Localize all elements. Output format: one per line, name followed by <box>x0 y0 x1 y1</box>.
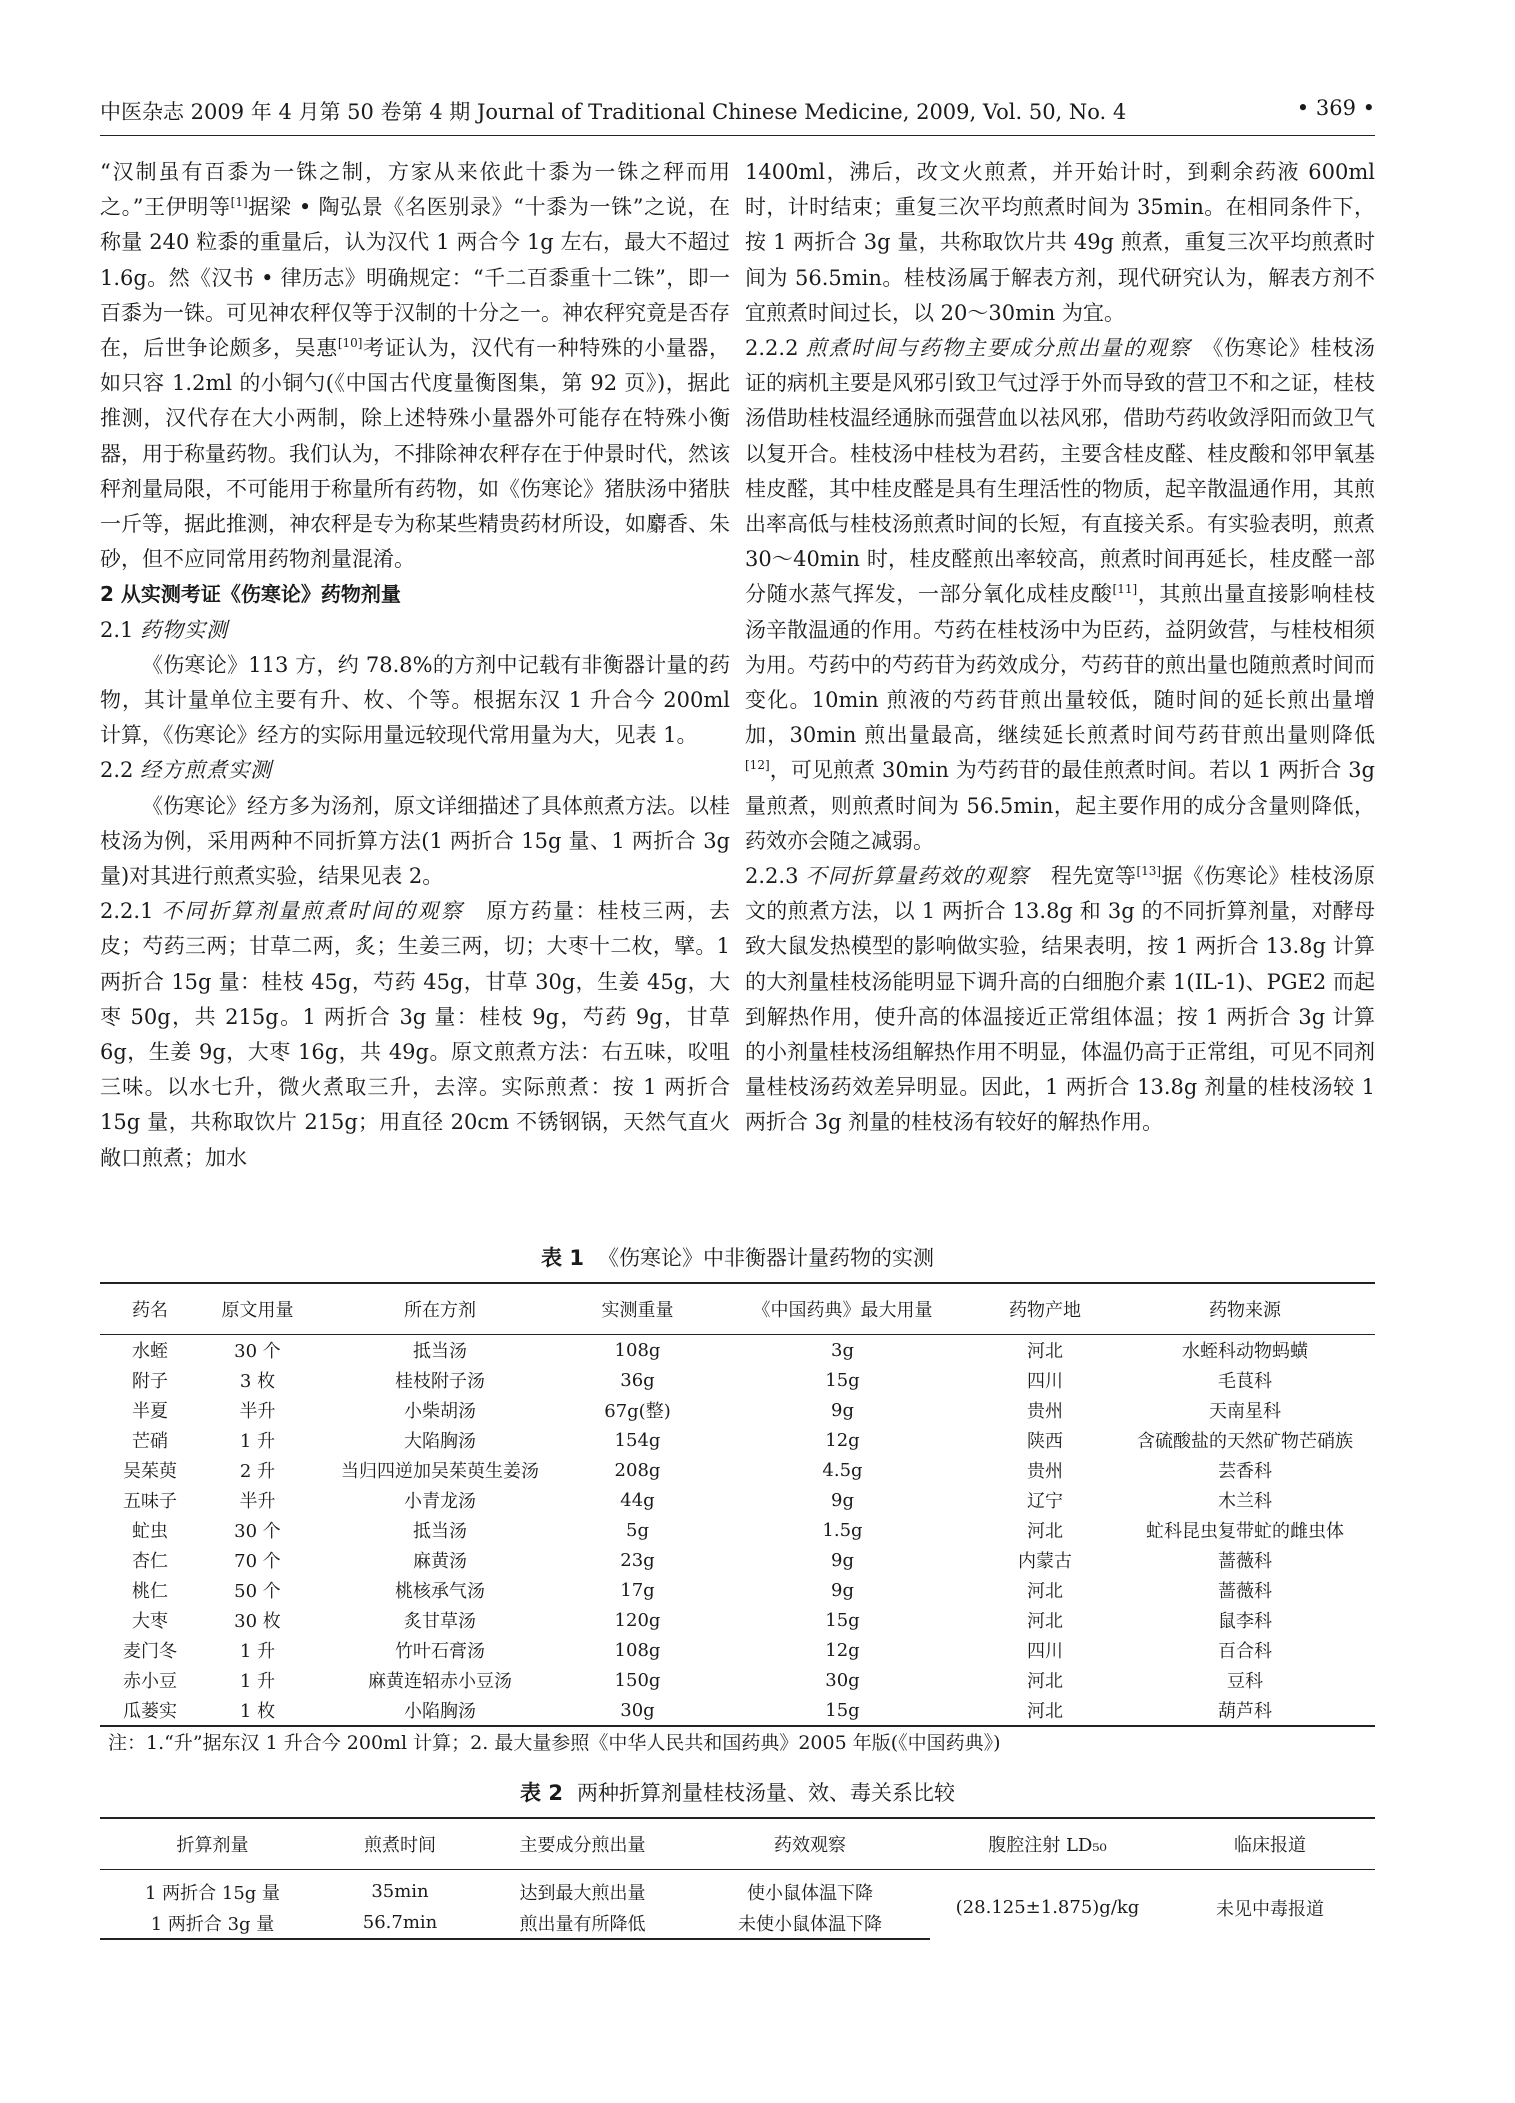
table2 <box>100 1817 1375 1940</box>
journal-info: 中医杂志 2009 年 4 月第 50 卷第 4 期 Journal of Traditional Chinese Medicine, 2009, Vol. 50, No. 4 <box>100 100 1127 124</box>
table1-caption: 表 1 《伤寒论》中非衡器计量药物的实测 <box>541 1246 934 1270</box>
table-cell: 河北 <box>1027 1671 1063 1692</box>
table-cell: 小柴胡汤 <box>404 1401 476 1422</box>
table-cell: 木兰科 <box>1218 1491 1272 1512</box>
table-cell: 毛茛科 <box>1218 1371 1272 1392</box>
table-cell: 桃核承气汤 <box>395 1581 485 1602</box>
table-cell: 杏仁 <box>132 1551 168 1572</box>
paragraph: 《伤寒论》经方多为汤剂，原文详细描述了具体煎煮方法。以桂枝汤为例，采用两种不同折算方法(1 两折合 15g 量、1 两折合 3g 量)对其进行煎煮实验，结果见表 2。 <box>100 793 730 889</box>
column-header: 《中国药典》最大用量 <box>710 1283 975 1335</box>
column-header: 原文用量 <box>200 1283 315 1335</box>
table-cell: 15g <box>710 1695 975 1726</box>
table-cell: 河北 <box>1027 1611 1063 1632</box>
citation[interactable]: [1] <box>230 195 248 210</box>
table-cell: 蔷薇科 <box>1218 1551 1272 1572</box>
paragraph: 2.2.1 不同折算剂量煎煮时间的观察 原方药量：桂枝三两，去皮；芍药三两；甘草二两，炙；生姜三两，切；大枣十二枚，擘。1 两折合 15g 量：桂枝 45g，芍药 45g，甘草 30g，生姜 45g，大枣 50g，共 215g。1 两折合 3g 量：桂枝 9g，芍药 9g，甘草 6g，生姜 9g，大枣 16g，共 49g。原文煎煮方法：右五味，㕮咀三味。以水七升，微火煮取三升，去滓。实际煎煮：按 1 两折合 15g 量，共称取饮片 215g；用直径 20cm 不锈钢锅，天然气直火敞口煎煮；加水 <box>100 899 731 1170</box>
table-cell: 天南星科 <box>1209 1401 1281 1422</box>
table-cell: 1 升 <box>239 1641 276 1662</box>
table-cell: 大枣 <box>132 1611 168 1632</box>
table1 <box>100 1282 1375 1727</box>
right-column <box>745 155 1375 1141</box>
table-cell: 小青龙汤 <box>404 1491 476 1512</box>
table-cell: 30 个 <box>234 1521 281 1542</box>
table-row <box>100 1425 1375 1455</box>
table-row <box>100 1545 1375 1575</box>
table-cell: 9g <box>831 1489 854 1511</box>
table-cell: 9g <box>831 1549 854 1571</box>
table-cell: 河北 <box>1027 1341 1063 1362</box>
table-row <box>100 1515 1375 1545</box>
table-cell: 水蛭 <box>132 1341 168 1362</box>
table-cell: 蔷薇科 <box>1218 1581 1272 1602</box>
table-cell: 30g <box>825 1669 860 1691</box>
table-cell: 辽宁 <box>1027 1491 1063 1512</box>
table-cell: 120g <box>614 1609 661 1631</box>
table-cell: 抵当汤 <box>413 1521 467 1542</box>
table-cell: 豆科 <box>1227 1671 1263 1692</box>
table-cell: 含硫酸盐的天然矿物芒硝族 <box>1137 1431 1353 1452</box>
table-cell: 30 枚 <box>234 1611 281 1632</box>
table-cell: 小陷胸汤 <box>315 1695 565 1726</box>
table-cell: 芸香科 <box>1218 1461 1272 1482</box>
column-header: 临床报道 <box>1165 1818 1375 1870</box>
table-header-row <box>100 1818 1375 1870</box>
table-cell: 30 个 <box>234 1341 281 1362</box>
column-header: 煎煮时间 <box>325 1818 475 1870</box>
table-row <box>100 1635 1375 1665</box>
table-cell: 23g <box>620 1549 655 1571</box>
table-cell: 154g <box>614 1429 661 1451</box>
table-cell: 葫芦科 <box>1115 1695 1375 1726</box>
table-cell: 赤小豆 <box>123 1671 177 1692</box>
citation[interactable]: [13] <box>1136 864 1162 879</box>
table-cell: 五味子 <box>123 1491 177 1512</box>
table-row <box>100 1870 1375 1908</box>
table-cell: 达到最大煎出量 <box>519 1882 646 1904</box>
citation[interactable]: [11] <box>1112 582 1138 597</box>
table-cell: 河北 <box>975 1695 1115 1726</box>
table-cell: 半升 <box>239 1401 276 1422</box>
table-cell: 河北 <box>1027 1521 1063 1542</box>
page-number: • 369 • <box>1296 96 1375 120</box>
table-cell: 36g <box>620 1369 655 1391</box>
table-cell: 30g <box>565 1695 710 1726</box>
table-cell: 3g <box>831 1339 854 1361</box>
paragraph: 1400ml，沸后，改文火煎煮，并开始计时，到剩余药液 600ml 时，计时结束；重复三次平均煎煮时间为 35min。在相同条件下，按 1 两折合 3g 量，共称取饮片共 49g 煎煮，重复三次平均煎煮时间为 56.5min。桂枝汤属于解表方剂，现代研究认为，解表方剂不宜煎煮时间过长，以 20～30min 为宜。 <box>745 160 1375 325</box>
table-cell: 12g <box>825 1429 860 1451</box>
citation[interactable]: [12] <box>745 758 770 773</box>
table-cell: 使小鼠体温下降 <box>747 1882 873 1904</box>
table-row <box>100 1455 1375 1485</box>
table-cell: 108g <box>614 1639 661 1661</box>
table-cell: 9g <box>831 1399 854 1421</box>
table-row <box>100 1695 1375 1726</box>
table-cell: 附子 <box>132 1371 168 1392</box>
paragraph: 2.2.2 煎煮时间与药物主要成分煎出量的观察 《伤寒论》桂枝汤证的病机主要是风邪引致卫气过浮于外而导致的营卫不和之证，桂枝汤借助桂枝温经通脉而强营血以祛风邪，借助芍药收敛浮阳而敛卫气以复开合。桂枝汤中桂枝为君药，主要含桂皮醛、桂皮酸和邻甲氧基桂皮醛，其中桂皮醛是具有生理活性的物质，起辛散温通作用，其煎出率高低与桂枝汤煎煮时间的长短，有直接关系。有实验表明，煎煮 30～40min 时，桂皮醛煎出率较高，煎煮时间再延长，桂皮醛一部分随水蒸气挥发，一部分氧化成桂皮酸[11]，其煎出量直接影响桂枝汤辛散温通的作用。芍药在桂枝汤中为臣药，益阴敛营，与桂枝相须为用。芍药中的芍药苷为药效成分，芍药苷的煎出量也随煎煮时间而变化。10min 煎液的芍药苷煎出量较低，随时间的延长煎出量增加，30min 煎出量最高，继续延长煎煮时间芍药苷煎出量则降低[12]，可见煎煮 30min 为芍药苷的最佳煎煮时间。若以 1 两折合 3g 量煎煮，则煎煮时间为 56.5min，起主要作用的成分含量则降低，药效亦会随之减弱。 <box>745 336 1376 853</box>
left-column <box>100 155 730 1176</box>
table-row <box>100 1395 1375 1425</box>
table-cell: 2 升 <box>239 1461 276 1482</box>
column-header: 药物来源 <box>1115 1283 1375 1335</box>
table-cell: 208g <box>614 1459 661 1481</box>
table-cell: 35min <box>371 1881 429 1902</box>
table-cell: 贵州 <box>1027 1401 1063 1422</box>
table-cell: 麦门冬 <box>123 1641 177 1662</box>
table-cell: 12g <box>825 1639 860 1661</box>
table-cell: 半升 <box>239 1491 276 1512</box>
table-cell: 1 升 <box>239 1431 276 1452</box>
table-cell: 4.5g <box>822 1459 863 1481</box>
column-header: 主要成分煎出量 <box>475 1818 690 1870</box>
table-row <box>100 1605 1375 1635</box>
column-header: 药名 <box>100 1283 200 1335</box>
table-cell: 半夏 <box>132 1401 168 1422</box>
table-cell: 17g <box>620 1579 655 1601</box>
column-header: 药物产地 <box>975 1283 1115 1335</box>
table-cell: 瓜蒌实 <box>100 1695 200 1726</box>
table-cell: 3 枚 <box>239 1371 276 1392</box>
table-cell: 四川 <box>1027 1371 1063 1392</box>
table-cell: 桃仁 <box>132 1581 168 1602</box>
paragraph: 《伤寒论》113 方，约 78.8%的方剂中记载有非衡器计量的药物，其计量单位主要有升、枚、个等。根据东汉 1 升合今 200ml 计算，《伤寒论》经方的实际用量远较现代常用量为大，见表 1。 <box>100 652 730 748</box>
table-row <box>100 1365 1375 1395</box>
table-cell: 吴茱萸 <box>123 1461 177 1482</box>
table-cell: 芒硝 <box>132 1431 168 1452</box>
table2-caption: 表 2 两种折算剂量桂枝汤量、效、毒关系比较 <box>520 1781 955 1805</box>
table-cell: 44g <box>620 1489 655 1511</box>
table-cell: 56.7min <box>325 1907 475 1939</box>
table-cell: 150g <box>614 1669 661 1691</box>
column-header: 药效观察 <box>690 1818 930 1870</box>
running-header <box>100 96 1375 136</box>
column-header: 实测重量 <box>565 1283 710 1335</box>
table-cell: 15g <box>825 1609 860 1631</box>
subsection-heading: 2.2 经方煎煮实测 <box>100 758 273 783</box>
table-cell: 煎出量有所降低 <box>475 1907 690 1939</box>
column-header: 折算剂量 <box>100 1818 325 1870</box>
clinical-cell: 未见中毒报道 <box>1216 1898 1324 1920</box>
table-cell: 炙甘草汤 <box>404 1611 476 1632</box>
table-cell: 麻黄汤 <box>413 1551 467 1572</box>
paragraph: 2.2.3 不同折算量药效的观察 程先宽等[13]据《伤寒论》桂枝汤原文的煎煮方法，以 1 两折合 13.8g 和 3g 的不同折算剂量，对酵母致大鼠发热模型的影响做实验，结果表明，按 1 两折合 13.8g 计算的大剂量桂枝汤能明显下调升高的白细胞介素 1(IL-1)、PGE2 而起到解热作用，使升高的体温接近正常组体温；按 1 两折合 3g 计算的小剂量桂枝汤组解热作用不明显，体温仍高于正常组，可见不同剂量桂枝汤药效差异明显。因此，1 两折合 13.8g 剂量的桂枝汤较 1 两折合 3g 剂量的桂枝汤有较好的解热作用。 <box>745 864 1376 1135</box>
ld50-cell: (28.125±1.875)g/kg <box>955 1897 1140 1918</box>
table-cell: 四川 <box>1027 1641 1063 1662</box>
table-cell: 虻虫 <box>132 1521 168 1542</box>
table-cell: 大陷胸汤 <box>404 1431 476 1452</box>
table-cell: 陕西 <box>1027 1431 1063 1452</box>
table-header-row <box>100 1283 1375 1335</box>
table-cell: 贵州 <box>1027 1461 1063 1482</box>
table1-note: 注：1.“升”据东汉 1 升合今 200ml 计算；2. 最大量参照《中华人民共和国药典》2005 年版(《中国药典》) <box>108 1732 1001 1754</box>
subsection-heading: 2.1 药物实测 <box>100 617 229 642</box>
table-cell: 内蒙古 <box>1018 1551 1072 1572</box>
table-cell: 水蛭科动物蚂蟥 <box>1182 1341 1308 1362</box>
column-header: 腹腔注射 LD₅₀ <box>930 1818 1165 1870</box>
column-header: 所在方剂 <box>315 1283 565 1335</box>
table-cell: 9g <box>831 1579 854 1601</box>
table-cell: 70 个 <box>234 1551 281 1572</box>
table-cell: 67g(整) <box>604 1401 671 1422</box>
table-cell: 50 个 <box>234 1581 281 1602</box>
table-cell: 1 两折合 15g 量 <box>144 1882 281 1904</box>
table-cell: 抵当汤 <box>413 1341 467 1362</box>
table-cell: 未使小鼠体温下降 <box>690 1907 930 1939</box>
table-cell: 虻科昆虫复带虻的雌虫体 <box>1146 1521 1344 1542</box>
table-cell: 鼠李科 <box>1218 1611 1272 1632</box>
table-cell: 108g <box>614 1339 661 1361</box>
header-rule <box>100 135 1375 136</box>
table-cell: 1.5g <box>822 1519 863 1541</box>
table-row <box>100 1575 1375 1605</box>
table-cell: 5g <box>626 1519 649 1541</box>
table-cell: 百合科 <box>1218 1641 1272 1662</box>
table-row <box>100 1665 1375 1695</box>
paragraph: “汉制虽有百黍为一铢之制，方家从来依此十黍为一铢之秤而用之。”王伊明等[1]据梁 • 陶弘景《名医别录》“十黍为一铢”之说，在称量 240 粒黍的重量后，认为汉代 1 两合今 1g 左右，最大不超过 1.6g。然《汉书 • 律历志》明确规定：“千二百黍重十二铢”，即一百黍为一铢。可见神农秤仅等于汉制的十分之一。神农秤究竟是否存在，后世争论颇多，吴惠[10]考证认为，汉代有一种特殊的小量器，如只容 1.2ml 的小铜勺(《中国古代度量衡图集，第 92 页》)，据此推测，汉代存在大小两制，除上述特殊小量器外可能存在特殊小衡器，用于称量药物。我们认为，不排除神农秤存在于仲景时代，然该秤剂量局限，不可能用于称量所有药物，如《伤寒论》猪肤汤中猪肤一斤等，据此推测，神农秤是专为称某些精贵药材所设，如麝香、朱砂，但不应同常用药物剂量混淆。 <box>100 160 731 572</box>
table-cell: 桂枝附子汤 <box>395 1371 485 1392</box>
table-cell: 1 枚 <box>200 1695 315 1726</box>
table-row <box>100 1485 1375 1515</box>
table-cell: 竹叶石膏汤 <box>395 1641 485 1662</box>
table-row <box>100 1335 1375 1366</box>
citation[interactable]: [10] <box>337 336 363 351</box>
table-cell: 河北 <box>1027 1581 1063 1602</box>
table-cell: 15g <box>825 1369 860 1391</box>
table-cell: 麻黄连轺赤小豆汤 <box>368 1671 512 1692</box>
table-cell: 1 两折合 3g 量 <box>100 1907 325 1939</box>
section-heading: 2 从实测考证《伤寒论》药物剂量 <box>100 582 401 607</box>
table-cell: 1 升 <box>239 1671 276 1692</box>
table-cell: 当归四逆加吴茱萸生姜汤 <box>341 1461 539 1482</box>
